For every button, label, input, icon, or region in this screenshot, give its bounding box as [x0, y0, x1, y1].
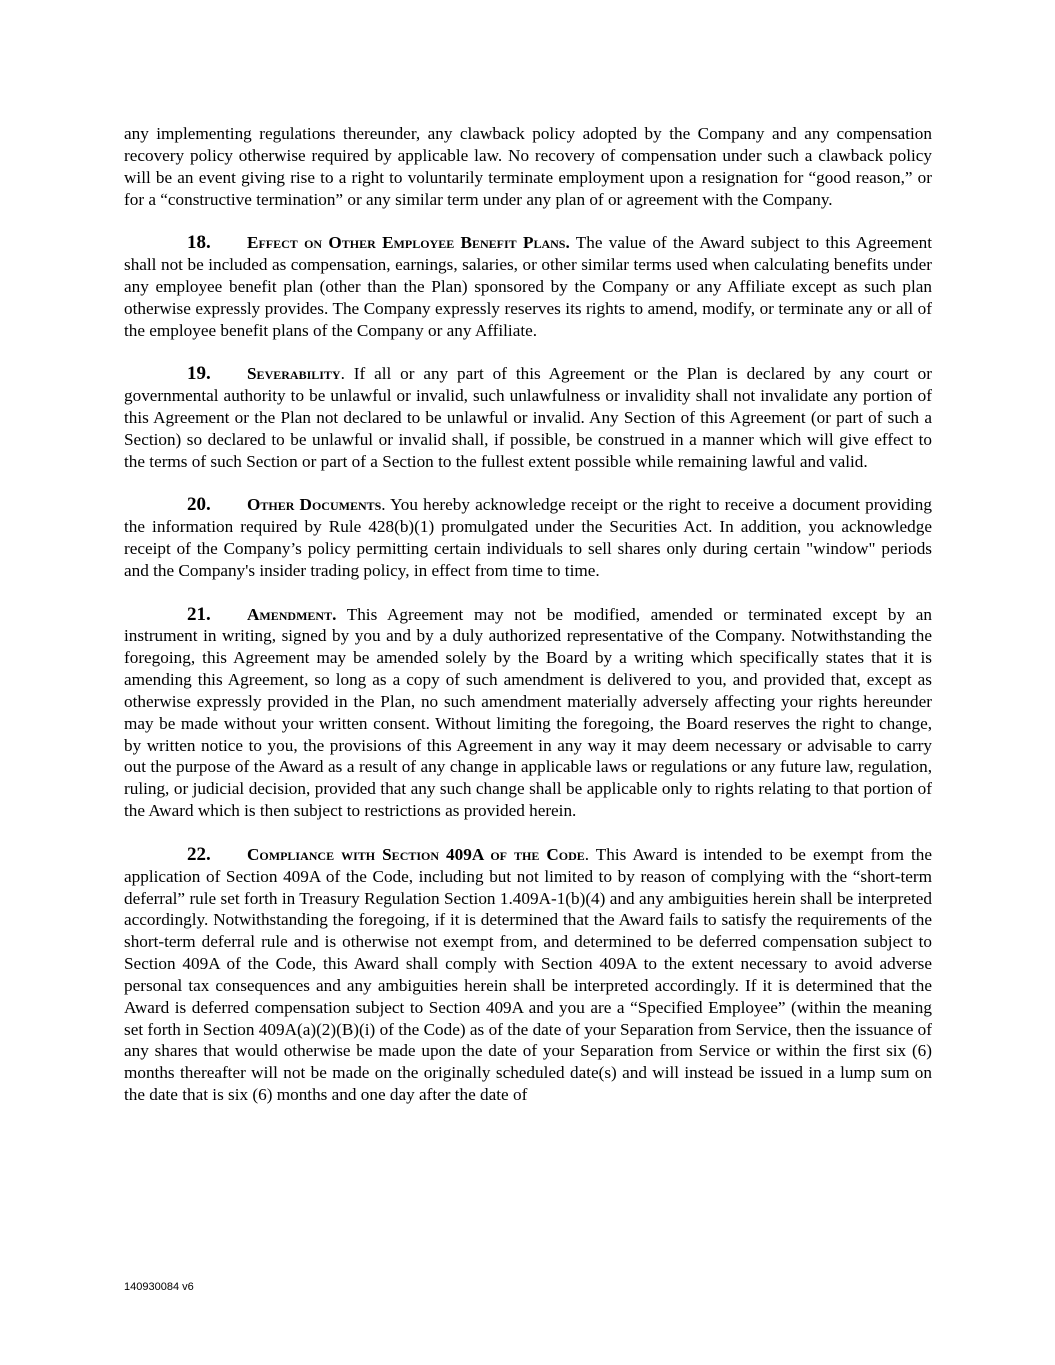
section-number: 18.	[187, 232, 211, 254]
section-body: The value of the Award subject to this Agreement shall not be included as compensation, earnings, salaries, or other similar terms used when calculating benefits under any employee benefit plan (other than the Plan) sponsored by the Company or any Affiliate except as such plan otherwise expressly provides. The Company expressly reserves its rights to amend, modify, or terminate any or all of the employee benefit plans of the Company or any Affiliate.	[124, 233, 932, 340]
section-19	[124, 363, 932, 472]
section-number: 20.	[187, 494, 211, 516]
section-22	[124, 844, 932, 1106]
section-number: 22.	[187, 843, 211, 865]
document-page	[124, 123, 932, 1128]
section-body: . You hereby acknowledge receipt or the right to receive a document providing the information required by Rule 428(b)(1) promulgated under the Securities Act. In addition, you acknowledge receipt of the Company’s policy permitting certain individuals to sell shares only during certain "window" periods and the Company's insider trading policy, in effect from time to time.	[124, 495, 932, 580]
section-body: . If all or any part of this Agreement or the Plan is declared by any court or governmental authority to be unlawful or invalid, such unlawfulness or invalidity shall not invalidate any portion of this Agreement or the Plan not declared to be unlawful or invalid. Any Section of this Agreement (or part of such a Section) so declared to be unlawful or invalid shall, if possible, be construed in a manner which will give effect to the terms of such Section or part of a Section to the fullest extent possible while remaining lawful and valid.	[124, 364, 932, 471]
section-number: 19.	[187, 363, 211, 385]
section-body: This Agreement may not be modified, amended or terminated except by an instrument in writing, signed by you and by a duly authorized representative of the Company. Notwithstanding the foregoing, this Agreement may be amended solely by the Board by a writing which specifically states that it is amending this Agreement, so long as a copy of such amendment is delivered to you, and provided that, except as otherwise expressly provided in the Plan, no such amendment materially adversely affecting your rights hereunder may be made without your written consent. Without limiting the foregoing, the Board reserves the right to change, by written notice to you, the provisions of this Agreement in any way it may deem necessary or advisable to carry out the purpose of the Award as a result of any change in applicable laws or regulations or any future law, regulation, ruling, or judicial decision, provided that any such change shall be applicable only to rights relating to that portion of the Award which is then subject to restrictions as provided herein.	[124, 604, 932, 821]
section-heading: Severability	[247, 364, 341, 384]
section-18	[124, 232, 932, 341]
section-heading: Compliance with Section 409A of the Code	[247, 844, 585, 864]
section-body: . This Award is intended to be exempt from the application of Section 409A of the Code, including but not limited to by reason of complying with the “short-term deferral” rule set forth in Treasury Regulation Section 1.409A-1(b)(4) and any ambiguities herein shall be interpreted accordingly. Notwithstanding the foregoing, if it is determined that the Award fails to satisfy the requirements of the short-term deferral rule and is otherwise not exempt from, and determined to be deferred compensation subject to Section 409A of the Code, this Award shall comply with Section 409A to the extent necessary to avoid adverse personal tax consequences and any ambiguities herein shall be interpreted accordingly. If it is determined that the Award is deferred compensation subject to Section 409A and you are a “Specified Employee” (within the meaning set forth in Section 409A(a)(2)(B)(i) of the Code) as of the date of your Separation from Service, then the issuance of any shares that would otherwise be made upon the date of your Separation from Service or within the first six (6) months thereafter will not be made on the originally scheduled date(s) and will instead be issued in a lump sum on the date that is six (6) months and one day after the date of	[124, 844, 932, 1105]
section-heading: Effect on Other Employee Benefit Plans.	[247, 233, 570, 253]
section-21	[124, 604, 932, 822]
document-id-footer: 140930084 v6	[124, 1281, 194, 1293]
section-20	[124, 494, 932, 581]
section-heading: Amendment.	[247, 604, 337, 624]
section-number: 21.	[187, 603, 211, 625]
section-heading: Other Documents	[247, 495, 382, 515]
intro-paragraph: any implementing regulations thereunder, any clawback policy adopted by the Company and any compensation recovery policy otherwise required by applicable law. No recovery of compensation under such a clawback policy will be an event giving rise to a right to voluntarily terminate employment upon a resignation for “good reason,” or for a “constructive termination” or any similar term under any plan of or agreement with the Company.	[124, 124, 932, 209]
